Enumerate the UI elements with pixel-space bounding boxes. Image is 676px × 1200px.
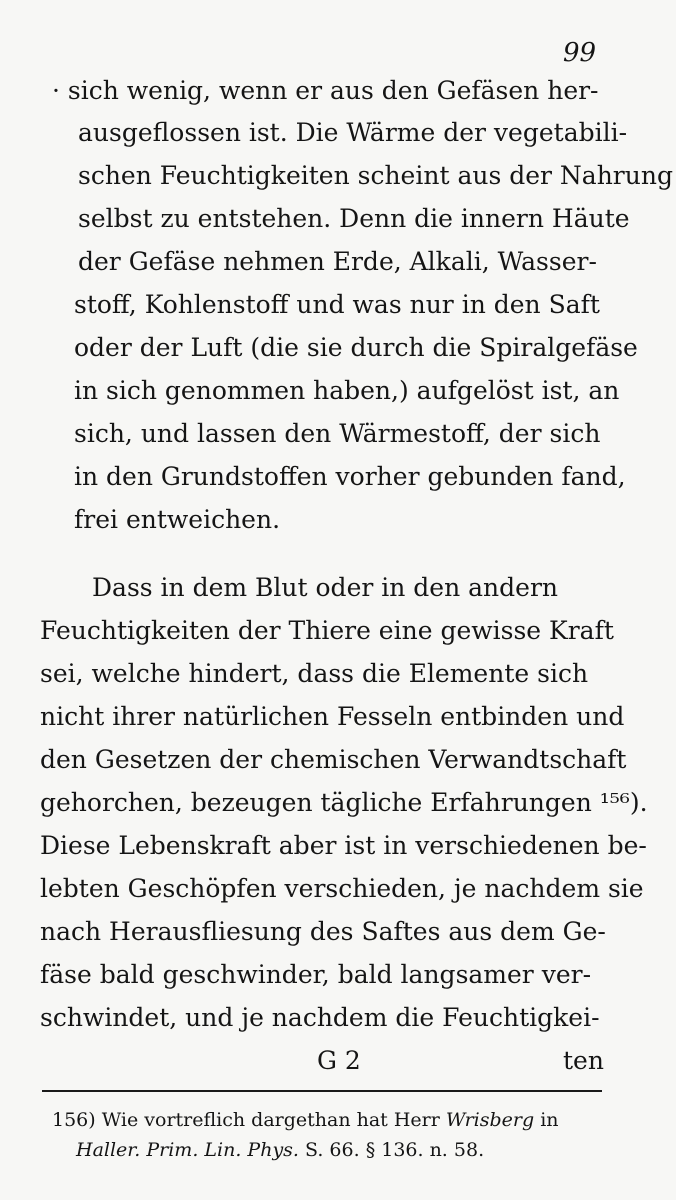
- footnote-text: 156) Wie vortreflich dargethan hat Herr: [52, 1109, 440, 1131]
- text-line: stoff, Kohlenstoff und was nur in den Saft: [74, 290, 600, 319]
- text-line: frei entweichen.: [74, 505, 281, 534]
- text-line: in den Grundstoffen vorher gebunden fand,: [74, 462, 626, 491]
- catchword: ten: [563, 1046, 604, 1075]
- text-line: der Gefäse nehmen Erde, Alkali, Wasser-: [78, 247, 597, 276]
- text-line: den Gesetzen der chemischen Verwandtschaft: [40, 745, 627, 774]
- text-line: ausgeflossen ist. Die Wärme der vegetabili-: [78, 118, 628, 147]
- signature-mark: G 2: [317, 1046, 361, 1075]
- text-line: sich, und lassen den Wärmestoff, der sich: [74, 419, 601, 448]
- text-line: lebten Geschöpfen verschieden, je nachdem sie: [40, 874, 644, 903]
- text-line: in sich genommen haben,) aufgelöst ist, an: [74, 376, 620, 405]
- text-line: schen Feuchtigkeiten scheint aus der Nahrung: [78, 161, 673, 190]
- page-number: 99: [563, 38, 597, 68]
- footnote-reference: Haller. Prim. Lin. Phys.: [76, 1139, 299, 1161]
- text-line: Feuchtigkeiten der Thiere eine gewisse Kraft: [40, 616, 614, 645]
- text-line: nicht ihrer natürlichen Fesseln entbinden und: [40, 702, 625, 731]
- footnote-line-2: [76, 1138, 484, 1162]
- footnote-text: S. 66. § 136. n. 58.: [305, 1139, 485, 1161]
- text-line: sei, welche hindert, dass die Elemente sich: [40, 659, 589, 688]
- text-line: Dass in dem Blut oder in den andern: [92, 573, 559, 602]
- text-line: Diese Lebenskraft aber ist in verschiedenen be-: [40, 831, 647, 860]
- footnote-author: Wrisberg: [445, 1109, 535, 1131]
- text-line: selbst zu entstehen. Denn die innern Häute: [78, 204, 630, 233]
- text-line: gehorchen, bezeugen tägliche Erfahrungen ¹⁵⁶).: [40, 788, 648, 817]
- text-line: schwindet, und je nachdem die Feuchtigkei-: [40, 1003, 600, 1032]
- text-line: nach Herausfliesung des Saftes aus dem Ge-: [40, 917, 606, 946]
- footnote-divider: [42, 1090, 602, 1092]
- text-line: oder der Luft (die sie durch die Spiralgefäse: [74, 333, 638, 362]
- footnote-line-1: [52, 1108, 559, 1132]
- text-line: fäse bald geschwinder, bald langsamer ver-: [40, 960, 592, 989]
- footnote-text: in: [540, 1109, 559, 1131]
- text-line: · sich wenig, wenn er aus den Gefäsen her-: [52, 76, 599, 105]
